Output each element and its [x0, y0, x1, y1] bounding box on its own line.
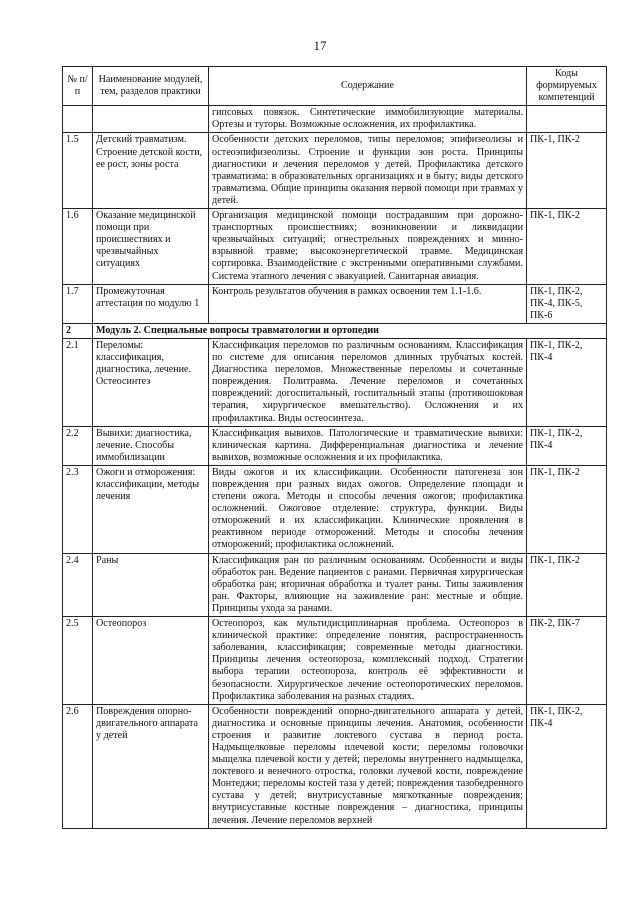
table-row	[63, 209, 607, 285]
row-codes: ПК-1, ПК-2	[527, 209, 607, 285]
row-number: 1.5	[63, 133, 93, 209]
row-topic	[93, 106, 209, 133]
table-row	[63, 553, 607, 616]
row-number: 2.3	[63, 465, 93, 553]
row-content: Виды ожогов и их классификации. Особенности патогенеза зон повреждения при разных видах ожогов. Определение площади и степени ожога. Методы и способы лечения ожогов; профилактика осложнений. Ожоговое отделение: структура, функции. Виды отморожений и их классификации. Клинические проявления в реактивном периоде отморожений. Методы и способы лечения отморожений; профилактика осложнений.	[209, 465, 527, 553]
row-number: 2.4	[63, 553, 93, 616]
row-topic: Остеопороз	[93, 617, 209, 705]
row-content: Остеопороз, как мультидисциплинарная проблема. Остеопороз в клинической практике: определение понятия, распространенность заболевания, классификация; современные методы диагностики. Принципы лечения остеопороза, комплексный подход. Стратегии выбора терапии остеопороза, контроль её эффективности и безопасности. Хирургическое лечение остеопоротических переломов. Профилактика заболевания на разных стадиях.	[209, 617, 527, 705]
row-codes: ПК-1, ПК-2	[527, 553, 607, 616]
row-topic: Переломы: классификация, диагностика, лечение. Остеосинтез	[93, 338, 209, 426]
row-content: Классификация ран по различным основаниям. Особенности и виды обработок ран. Ведение пациентов с ранами. Первичная хирургическая обработка ран; вторичная обработка и туалет раны. Типы заживления ран. Факторы, влияющие на заживление ран: местные и общие. Принципы ухода за ранами.	[209, 553, 527, 616]
table-row	[63, 338, 607, 426]
row-codes: ПК-1, ПК-2, ПК-4, ПК-5, ПК-6	[527, 284, 607, 323]
table-row	[63, 617, 607, 705]
row-codes	[527, 106, 607, 133]
curriculum-table	[62, 66, 607, 829]
table-row	[63, 704, 607, 828]
header-number: № п/п	[63, 67, 93, 106]
row-topic: Раны	[93, 553, 209, 616]
row-codes: ПК-1, ПК-2, ПК-4	[527, 426, 607, 465]
row-topic: Промежуточная аттестация по модулю 1	[93, 284, 209, 323]
module-number: 2	[63, 323, 93, 338]
module-2-row	[63, 323, 607, 338]
header-content: Содержание	[209, 67, 527, 106]
row-number: 1.7	[63, 284, 93, 323]
page-number: 17	[313, 38, 327, 53]
table-header-row	[63, 67, 607, 106]
row-number: 1.6	[63, 209, 93, 285]
row-topic: Повреждения опорно-двигательного аппарата у детей	[93, 704, 209, 828]
row-topic: Детский травматизм. Строение детской кости, ее рост, зоны роста	[93, 133, 209, 209]
row-codes: ПК-1, ПК-2, ПК-4	[527, 704, 607, 828]
row-content: Контроль результатов обучения в рамках освоения тем 1.1-1.6.	[209, 284, 527, 323]
row-topic: Вывихи: диагностика, лечение. Способы иммобилизации	[93, 426, 209, 465]
header-module-name: Наименование модулей, тем, разделов практики	[93, 67, 209, 106]
row-number: 2.5	[63, 617, 93, 705]
row-topic: Оказание медицинской помощи при происшествиях и чрезвычайных ситуациях	[93, 209, 209, 285]
row-codes: ПК-1, ПК-2	[527, 465, 607, 553]
row-content: Особенности детских переломов, типы переломов; эпифизеолизы и остеоэпифизеолизы. Строение и функции зон роста. Принципы диагностики и лечения переломов у детей. Профилактика детского травматизма: в образовательных организациях и в быту; виды детского травматизма. Общие принципы оказания первой помощи при травмах у детей.	[209, 133, 527, 209]
row-number	[63, 106, 93, 133]
row-number: 2.1	[63, 338, 93, 426]
row-content: Классификация вывихов. Патологические и травматические вывихи: клиническая картина. Дифференциальная диагностика и лечение вывихов, возможные осложнения и их профилактика.	[209, 426, 527, 465]
module-title: Модуль 2. Специальные вопросы травматологии и ортопедии	[93, 323, 607, 338]
table-row	[63, 284, 607, 323]
table-row	[63, 106, 607, 133]
row-content: Организация медицинской помощи пострадавшим при дорожно-транспортных происшествиях; возникновении и ликвидации чрезвычайных ситуаций; огнестрельных повреждениях и минно-взрывной травме; высокоэнергетической травме. Медицинская сортировка. Взаимодействие с экстренными оперативными службами. Система этапного лечения с эвакуацией. Санитарная авиация.	[209, 209, 527, 285]
row-content: гипсовых повязок. Синтетические иммобилизующие материалы. Ортезы и туторы. Возможные осложнения, их профилактика.	[209, 106, 527, 133]
row-number: 2.6	[63, 704, 93, 828]
row-codes: ПК-1, ПК-2	[527, 133, 607, 209]
table-row	[63, 426, 607, 465]
row-codes: ПК-1, ПК-2, ПК-4	[527, 338, 607, 426]
table-row	[63, 465, 607, 553]
row-topic: Ожоги и отморожения: классификации, методы лечения	[93, 465, 209, 553]
row-content: Особенности повреждений опорно-двигательного аппарата у детей, диагностика и основные принципы лечения. Анатомия, особенности строения и развитие локтевого сустава в период роста. Надмыщелковые переломы плечевой кости; переломы головочки мыщелка плечевой кости у детей; переломы внутреннего надмыщелка, локтевого и венечного отростка, головки лучевой кости, повреждение Монтеджи; переломы костей таза у детей; повреждения тазобедренного сустава у детей; внутрисуставные мягкотканные повреждения; внутрисуставные костные повреждения – диагностика, принципы лечения. Лечение переломов верхней	[209, 704, 527, 828]
row-content: Классификация переломов по различным основаниям. Классификация по системе для описания переломов длинных трубчатых костей. Диагностика переломов. Множественные переломы и сочетанные повреждения. Политравма. Лечение переломов и сочетанных повреждений: догоспитальный, госпитальный этапы (противошоковая терапия, хирургическое вмешательство). Осложнения и их профилактика. Виды остеосинтеза.	[209, 338, 527, 426]
row-number: 2.2	[63, 426, 93, 465]
header-competence-codes: Коды формируемых компетенций	[527, 67, 607, 106]
row-codes: ПК-2, ПК-7	[527, 617, 607, 705]
table-row	[63, 133, 607, 209]
